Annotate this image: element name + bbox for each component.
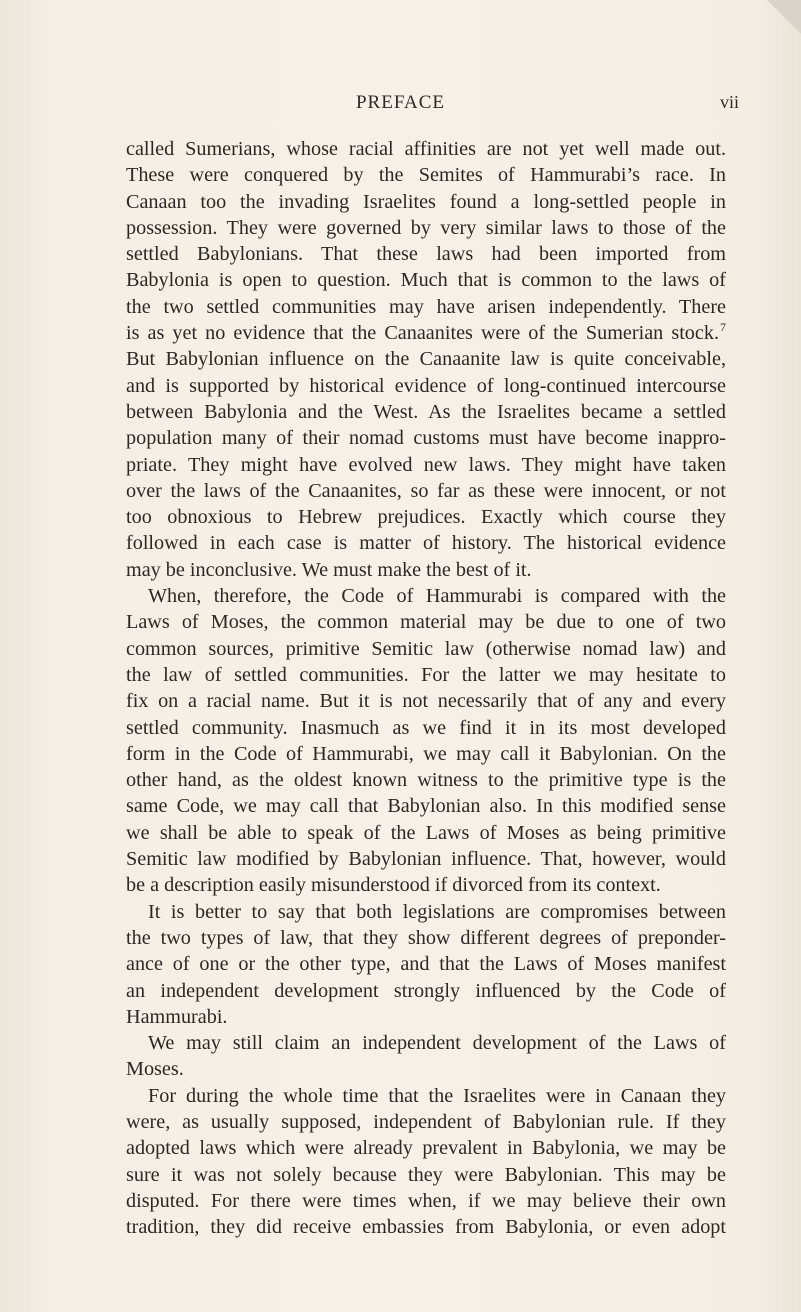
footnote-mark: 7 (720, 320, 726, 335)
text-line: adopted laws which were already prevalent in Babylonia, we may be (126, 1137, 726, 1160)
text-line: Moses. (126, 1058, 184, 1081)
text-line: and is supported by historical evidence of long-continued intercourse (126, 374, 726, 397)
text-line: other hand, as the oldest known witness to the primitive type is the (126, 769, 726, 792)
text-line: ance of one or the other type, and that the Laws of Moses manifest (126, 953, 726, 976)
text-line: These were conquered by the Semites of Hammurabi’s race. In (126, 164, 726, 187)
text-line: possession. They were governed by very similar laws to those of the (126, 216, 726, 239)
text-line: be a description easily misunderstood if divorced from its context. (126, 874, 661, 897)
text-line: For during the whole time that the Israelites were in Canaan they (148, 1084, 726, 1107)
text-line: between Babylonia and the West. As the Israelites became a settled (126, 400, 726, 423)
text-line: sure it was not solely because they were Babylonian. This may be (126, 1163, 726, 1186)
text-line: the two types of law, that they show different degrees of preponder- (126, 926, 726, 949)
body-text (126, 136, 726, 1240)
text-line: an independent development strongly influenced by the Code of (126, 979, 726, 1002)
text-line: same Code, we may call that Babylonian also. In this modified sense (126, 795, 726, 818)
text-line: we shall be able to speak of the Laws of Moses as being primitive (126, 821, 726, 844)
text-line: followed in each case is matter of history. The historical evidence (126, 532, 726, 555)
text-line: common sources, primitive Semitic law (otherwise nomad law) and (126, 637, 726, 660)
page-corner-fold (767, 0, 801, 34)
text-line-with-footnote (126, 320, 726, 346)
text-line: settled Babylonians. That these laws had been imported from (126, 243, 726, 266)
text-line: the law of settled communities. For the latter we may hesitate to (126, 663, 726, 686)
text-line: tradition, they did receive embassies from Babylonia, or even adopt (126, 1216, 726, 1239)
text-line: We may still claim an independent development of the Laws of (148, 1032, 726, 1055)
text-line: Canaan too the invading Israelites found a long-settled people in (126, 190, 726, 213)
text-line-content: is as yet no evidence that the Canaanites were of the Sumerian stock. (126, 322, 719, 345)
text-line: were, as usually supposed, independent of Babylonian rule. If they (126, 1110, 726, 1133)
text-line: over the laws of the Canaanites, so far as these were innocent, or not (126, 479, 726, 502)
text-line: It is better to say that both legislations are compromises between (148, 900, 726, 923)
text-line: Hammurabi. (126, 1005, 228, 1028)
text-line: fix on a racial name. But it is not necessarily that of any and every (126, 690, 726, 713)
text-line: population many of their nomad customs must have become inappro- (126, 427, 726, 450)
text-line: Babylonia is open to question. Much that is common to the laws of (126, 269, 726, 292)
text-line: called Sumerians, whose racial affinities are not yet well made out. (126, 138, 726, 160)
text-line: But Babylonian influence on the Canaanite law is quite conceivable, (126, 348, 726, 371)
text-line: form in the Code of Hammurabi, we may call it Babylonian. On the (126, 742, 726, 765)
text-line: When, therefore, the Code of Hammurabi is compared with the (148, 585, 726, 608)
text-line: priate. They might have evolved new laws. They might have taken (126, 453, 726, 476)
text-line: Laws of Moses, the common material may be due to one of two (126, 611, 726, 634)
page-header (0, 92, 801, 118)
text-line: too obnoxious to Hebrew prejudices. Exactly which course they (126, 506, 726, 529)
text-line: settled community. Inasmuch as we find it in its most developed (126, 716, 726, 739)
text-line: Semitic law modified by Babylonian influence. That, however, would (126, 848, 726, 871)
text-line: may be inconclusive. We must make the best of it. (126, 558, 532, 581)
page-number: vii (720, 92, 740, 112)
running-head: PREFACE (355, 92, 445, 113)
text-line: the two settled communities may have arisen independently. There (126, 295, 726, 318)
text-line: disputed. For there were times when, if we may believe their own (126, 1189, 726, 1212)
